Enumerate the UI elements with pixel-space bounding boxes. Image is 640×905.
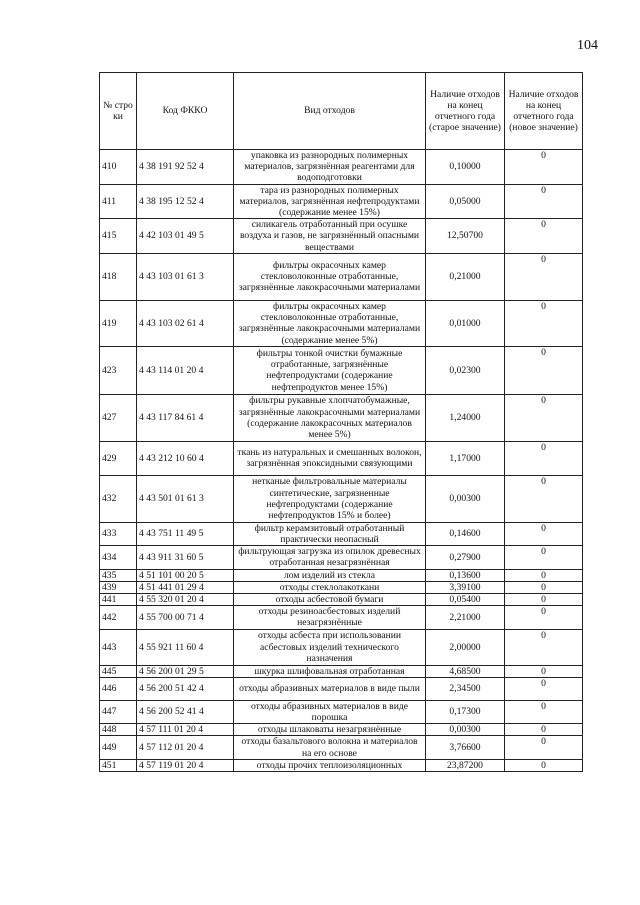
table-row xyxy=(100,150,583,185)
row-number-cell: 435 xyxy=(100,569,137,581)
waste-type-cell: тара из разнородных полимерных материалов, загрязнённая нефтепродуктами (содержание менее 15%) xyxy=(234,184,426,219)
waste-type-cell: отходы асбеста при использовании асбестовых изделий технического назначения xyxy=(234,629,426,665)
old-value-cell: 3,39100 xyxy=(426,581,505,593)
table-row xyxy=(100,569,583,581)
new-value-cell: 0 xyxy=(505,150,583,185)
old-value-cell: 1,24000 xyxy=(426,394,505,441)
waste-type-cell: упаковка из разнородных полимерных материалов, загрязнённая реагентами для водоподготовки xyxy=(234,150,426,185)
table-row xyxy=(100,700,583,723)
fkko-code-cell: 4 57 112 01 20 4 xyxy=(137,736,234,759)
new-value-cell: 0 xyxy=(505,665,583,677)
header-new-value: Наличие отходов на конец отчетного года (новое значение) xyxy=(505,73,583,150)
waste-type-cell: фильтры тонкой очистки бумажные отработанные, загрязнённые нефтепродуктами (содержание нефтепродуктов менее 15%) xyxy=(234,346,426,394)
table-row xyxy=(100,219,583,254)
row-number-cell: 446 xyxy=(100,677,137,700)
table-row xyxy=(100,581,583,593)
table-row xyxy=(100,629,583,665)
new-value-cell: 0 xyxy=(505,184,583,219)
row-number-cell: 410 xyxy=(100,150,137,185)
waste-type-cell: лом изделий из стекла xyxy=(234,569,426,581)
row-number-cell: 411 xyxy=(100,184,137,219)
header-row xyxy=(100,73,583,150)
fkko-code-cell: 4 43 103 02 61 4 xyxy=(137,300,234,346)
waste-type-cell: фильтры окрасочных камер стекловолоконные отработанные, загрязнённые лакокрасочными материалами (содержание менее 5%) xyxy=(234,300,426,346)
table-row xyxy=(100,522,583,545)
old-value-cell: 2,00000 xyxy=(426,629,505,665)
table-row xyxy=(100,475,583,522)
new-value-cell: 0 xyxy=(505,594,583,606)
row-number-cell: 433 xyxy=(100,522,137,545)
waste-type-cell: отходы абразивных материалов в виде порошка xyxy=(234,700,426,723)
row-number-cell: 419 xyxy=(100,300,137,346)
header-waste-type: Вид отходов xyxy=(234,73,426,150)
new-value-cell: 0 xyxy=(505,441,583,475)
old-value-cell: 23,87200 xyxy=(426,759,505,771)
new-value-cell: 0 xyxy=(505,346,583,394)
table-row xyxy=(100,184,583,219)
fkko-code-cell: 4 56 200 51 42 4 xyxy=(137,677,234,700)
old-value-cell: 0,00300 xyxy=(426,724,505,736)
table-row xyxy=(100,736,583,759)
old-value-cell: 0,21000 xyxy=(426,253,505,300)
fkko-code-cell: 4 55 700 00 71 4 xyxy=(137,606,234,629)
row-number-cell: 445 xyxy=(100,665,137,677)
fkko-code-cell: 4 43 117 84 61 4 xyxy=(137,394,234,441)
table-row xyxy=(100,594,583,606)
row-number-cell: 451 xyxy=(100,759,137,771)
fkko-code-cell: 4 57 111 01 20 4 xyxy=(137,724,234,736)
new-value-cell: 0 xyxy=(505,475,583,522)
header-old-value: Наличие отходов на конец отчетного года (старое значение) xyxy=(426,73,505,150)
row-number-cell: 423 xyxy=(100,346,137,394)
old-value-cell: 0,01000 xyxy=(426,300,505,346)
fkko-code-cell: 4 43 911 31 60 5 xyxy=(137,546,234,569)
old-value-cell: 2,34500 xyxy=(426,677,505,700)
row-number-cell: 449 xyxy=(100,736,137,759)
waste-type-cell: силикагель отработанный при осушке воздуха и газов, не загрязнённый опасными веществами xyxy=(234,219,426,254)
fkko-code-cell: 4 42 103 01 49 5 xyxy=(137,219,234,254)
waste-type-cell: ткань из натуральных и смешанных волокон, загрязнённая эпоксидными связующими xyxy=(234,441,426,475)
fkko-code-cell: 4 51 441 01 29 4 xyxy=(137,581,234,593)
waste-type-cell: отходы стеклолакоткани xyxy=(234,581,426,593)
waste-type-cell: нетканые фильтровальные материалы синтетические, загрязненные нефтепродуктами (содержание нефтепродуктов 15% и более) xyxy=(234,475,426,522)
row-number-cell: 443 xyxy=(100,629,137,665)
new-value-cell: 0 xyxy=(505,300,583,346)
fkko-code-cell: 4 43 501 01 61 3 xyxy=(137,475,234,522)
waste-type-cell: фильтры рукавные хлопчатобумажные, загрязнённые лакокрасочными материалами (содержание лакокрасочных материалов менее 5%) xyxy=(234,394,426,441)
new-value-cell: 0 xyxy=(505,569,583,581)
fkko-code-cell: 4 38 191 92 52 4 xyxy=(137,150,234,185)
fkko-code-cell: 4 51 101 00 20 5 xyxy=(137,569,234,581)
new-value-cell: 0 xyxy=(505,253,583,300)
row-number-cell: 448 xyxy=(100,724,137,736)
old-value-cell: 12,50700 xyxy=(426,219,505,254)
header-fkko-code: Код ФККО xyxy=(137,73,234,150)
old-value-cell: 0,10000 xyxy=(426,150,505,185)
row-number-cell: 439 xyxy=(100,581,137,593)
new-value-cell: 0 xyxy=(505,394,583,441)
fkko-code-cell: 4 56 200 01 29 5 xyxy=(137,665,234,677)
waste-type-cell: шкурка шлифовальная отработанная xyxy=(234,665,426,677)
fkko-code-cell: 4 55 320 01 20 4 xyxy=(137,594,234,606)
row-number-cell: 432 xyxy=(100,475,137,522)
new-value-cell: 0 xyxy=(505,606,583,629)
fkko-code-cell: 4 43 212 10 60 4 xyxy=(137,441,234,475)
table-row xyxy=(100,394,583,441)
waste-type-cell: отходы абразивных материалов в виде пыли xyxy=(234,677,426,700)
old-value-cell: 0,05000 xyxy=(426,184,505,219)
fkko-code-cell: 4 55 921 11 60 4 xyxy=(137,629,234,665)
new-value-cell: 0 xyxy=(505,581,583,593)
row-number-cell: 447 xyxy=(100,700,137,723)
waste-type-cell: отходы прочих теплоизоляционных xyxy=(234,759,426,771)
new-value-cell: 0 xyxy=(505,546,583,569)
old-value-cell: 0,13600 xyxy=(426,569,505,581)
new-value-cell: 0 xyxy=(505,736,583,759)
waste-type-cell: фильтрующая загрузка из опилок древесных отработанная незагрязнённая xyxy=(234,546,426,569)
old-value-cell: 3,76600 xyxy=(426,736,505,759)
table-row xyxy=(100,253,583,300)
waste-type-cell: фильтры окрасочных камер стекловолоконные отработанные, загрязнённые лакокрасочными материалами xyxy=(234,253,426,300)
new-value-cell: 0 xyxy=(505,724,583,736)
old-value-cell: 0,02300 xyxy=(426,346,505,394)
fkko-code-cell: 4 56 200 52 41 4 xyxy=(137,700,234,723)
new-value-cell: 0 xyxy=(505,759,583,771)
table-row xyxy=(100,441,583,475)
waste-type-cell: фильтр керамзитовый отработанный практически неопасный xyxy=(234,522,426,545)
old-value-cell: 0,05400 xyxy=(426,594,505,606)
table-row xyxy=(100,759,583,771)
old-value-cell: 2,21000 xyxy=(426,606,505,629)
fkko-code-cell: 4 38 195 12 52 4 xyxy=(137,184,234,219)
row-number-cell: 429 xyxy=(100,441,137,475)
old-value-cell: 4,68500 xyxy=(426,665,505,677)
old-value-cell: 1,17000 xyxy=(426,441,505,475)
page-number: 104 xyxy=(577,38,598,53)
fkko-code-cell: 4 57 119 01 20 4 xyxy=(137,759,234,771)
row-number-cell: 415 xyxy=(100,219,137,254)
waste-type-cell: отходы базальтового волокна и материалов на его основе xyxy=(234,736,426,759)
table-row xyxy=(100,300,583,346)
header-row-number: № стро ки xyxy=(100,73,137,150)
fkko-code-cell: 4 43 751 11 49 5 xyxy=(137,522,234,545)
row-number-cell: 418 xyxy=(100,253,137,300)
row-number-cell: 434 xyxy=(100,546,137,569)
table-header xyxy=(100,73,583,150)
fkko-code-cell: 4 43 103 01 61 3 xyxy=(137,253,234,300)
waste-type-cell: отходы шлаковаты незагрязнённые xyxy=(234,724,426,736)
row-number-cell: 442 xyxy=(100,606,137,629)
waste-type-cell: отходы асбестовой бумаги xyxy=(234,594,426,606)
old-value-cell: 0,17300 xyxy=(426,700,505,723)
new-value-cell: 0 xyxy=(505,629,583,665)
new-value-cell: 0 xyxy=(505,219,583,254)
new-value-cell: 0 xyxy=(505,700,583,723)
table-row xyxy=(100,346,583,394)
table-row xyxy=(100,677,583,700)
waste-type-cell: отходы резиноасбестовых изделий незагрязнённые xyxy=(234,606,426,629)
new-value-cell: 0 xyxy=(505,677,583,700)
row-number-cell: 427 xyxy=(100,394,137,441)
table-body xyxy=(100,150,583,772)
old-value-cell: 0,00300 xyxy=(426,475,505,522)
waste-table xyxy=(99,72,583,772)
new-value-cell: 0 xyxy=(505,522,583,545)
table-row xyxy=(100,665,583,677)
table-row xyxy=(100,606,583,629)
row-number-cell: 441 xyxy=(100,594,137,606)
table-row xyxy=(100,724,583,736)
old-value-cell: 0,14600 xyxy=(426,522,505,545)
table-row xyxy=(100,546,583,569)
fkko-code-cell: 4 43 114 01 20 4 xyxy=(137,346,234,394)
old-value-cell: 0,27900 xyxy=(426,546,505,569)
